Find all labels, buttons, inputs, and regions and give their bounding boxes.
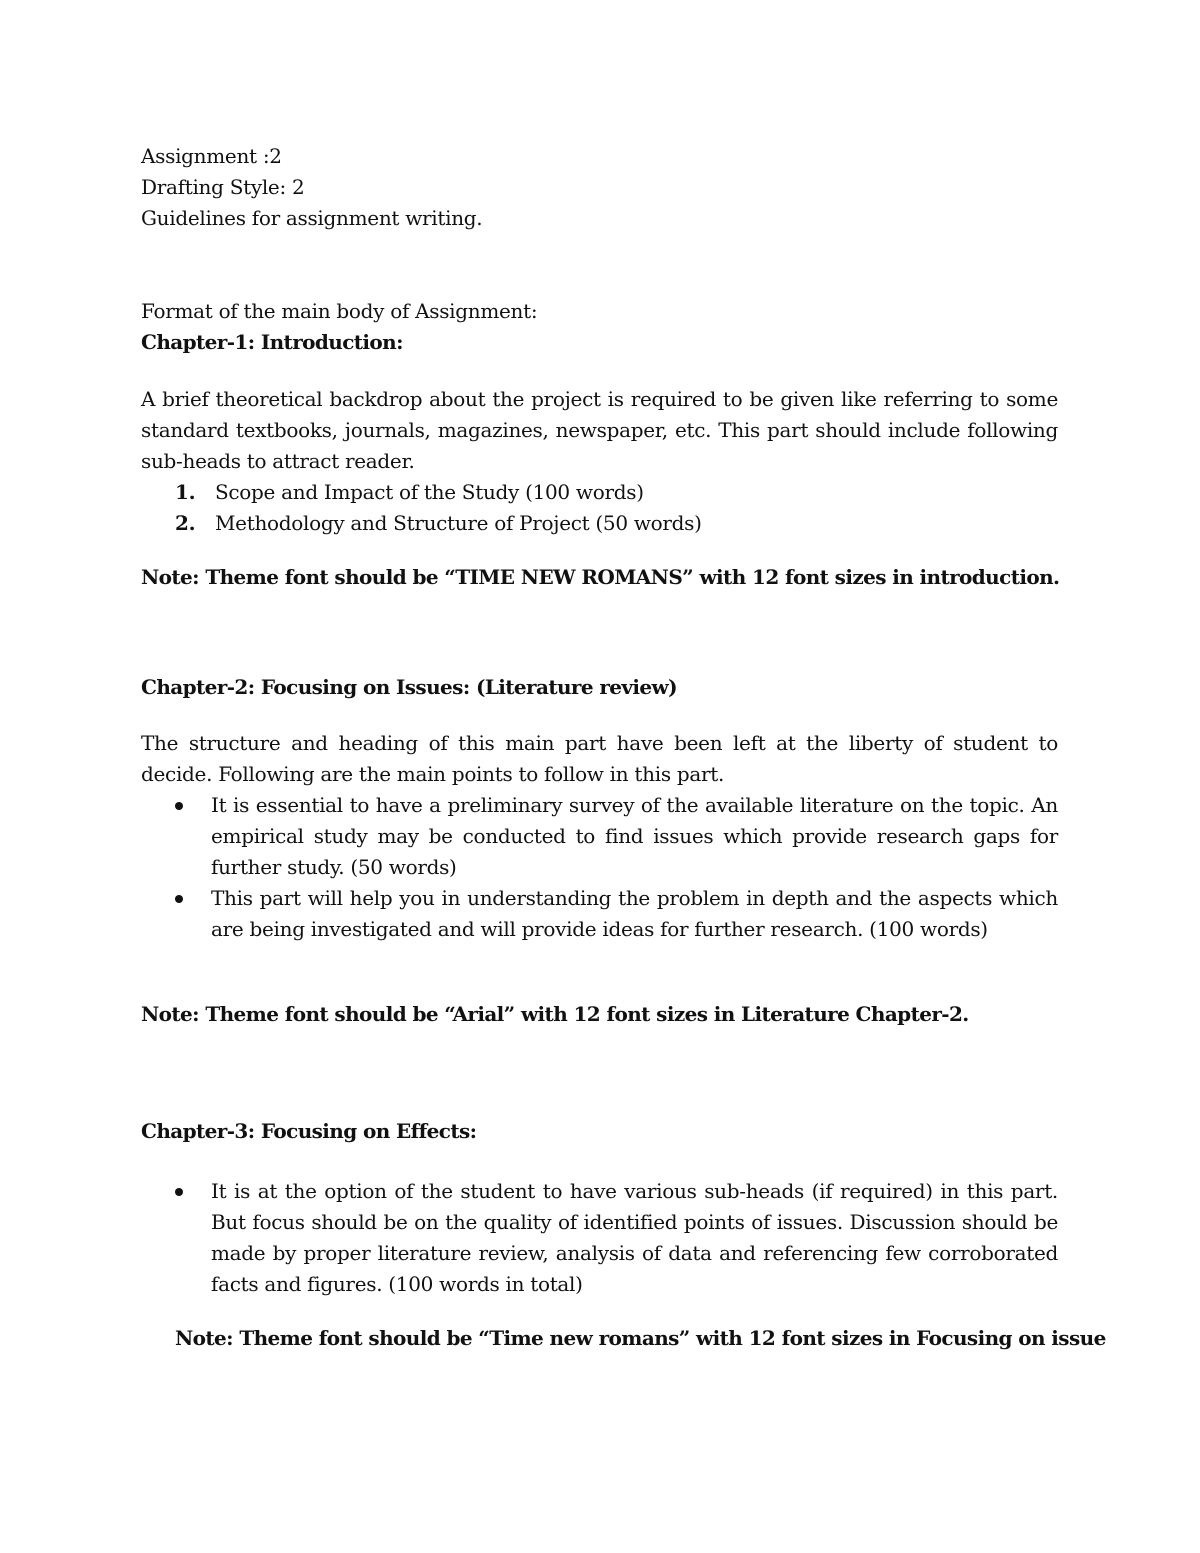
bullet-text: This part will help you in understanding the problem in depth and the aspects which are being investigated and will provide ideas for further research. (100 words)	[211, 886, 1058, 941]
chapter1-heading: Chapter-1: Introduction:	[141, 330, 403, 354]
chapter2-bullet-item	[175, 790, 1058, 883]
bullet-icon	[175, 895, 183, 903]
chapter2-heading: Chapter-2: Focusing on Issues: (Literature review)	[141, 675, 678, 699]
chapter2-note: Note: Theme font should be “Arial” with 12 font sizes in Literature Chapter-2.	[141, 1002, 969, 1026]
guidelines-title: Guidelines for assignment writing.	[141, 206, 483, 230]
chapter3-heading: Chapter-3: Focusing on Effects:	[141, 1119, 477, 1143]
list-number: 1.	[175, 480, 196, 504]
chapter3-note: Note: Theme font should be “Time new romans” with 12 font sizes in Focusing on issue	[175, 1326, 1106, 1350]
list-text: Scope and Impact of the Study (100 words)	[215, 480, 644, 504]
format-title: Format of the main body of Assignment:	[141, 299, 538, 323]
chapter1-list-item	[175, 477, 644, 508]
chapter3-bullet-item	[175, 1176, 1058, 1300]
chapter2-paragraph: The structure and heading of this main part have been left at the liberty of student to decide. Following are the main points to follow in this part.	[141, 731, 1058, 786]
bullet-text: It is essential to have a preliminary survey of the available literature on the topic. An empirical study may be conducted to find issues which provide research gaps for further study. (50 words)	[211, 793, 1058, 879]
bullet-icon	[175, 1188, 183, 1196]
chapter1-list-item	[175, 508, 702, 539]
list-number: 2.	[175, 511, 196, 535]
chapter1-paragraph: A brief theoretical backdrop about the project is required to be given like referring to some standard textbooks, journals, magazines, newspaper, etc. This part should include following sub-heads to attract reader.	[141, 387, 1058, 473]
bullet-icon	[175, 802, 183, 810]
chapter2-bullet-item	[175, 883, 1058, 945]
drafting-style: Drafting Style: 2	[141, 175, 305, 199]
list-text: Methodology and Structure of Project (50 words)	[215, 511, 702, 535]
bullet-text: It is at the option of the student to have various sub-heads (if required) in this part. But focus should be on the quality of identified points of issues. Discussion should be made by proper literature review, analysis of data and referencing few corroborated facts and figures. (100 words in total)	[211, 1179, 1058, 1296]
chapter1-note: Note: Theme font should be “TIME NEW ROMANS” with 12 font sizes in introduction.	[141, 565, 1060, 589]
assignment-number: Assignment :2	[141, 144, 282, 168]
